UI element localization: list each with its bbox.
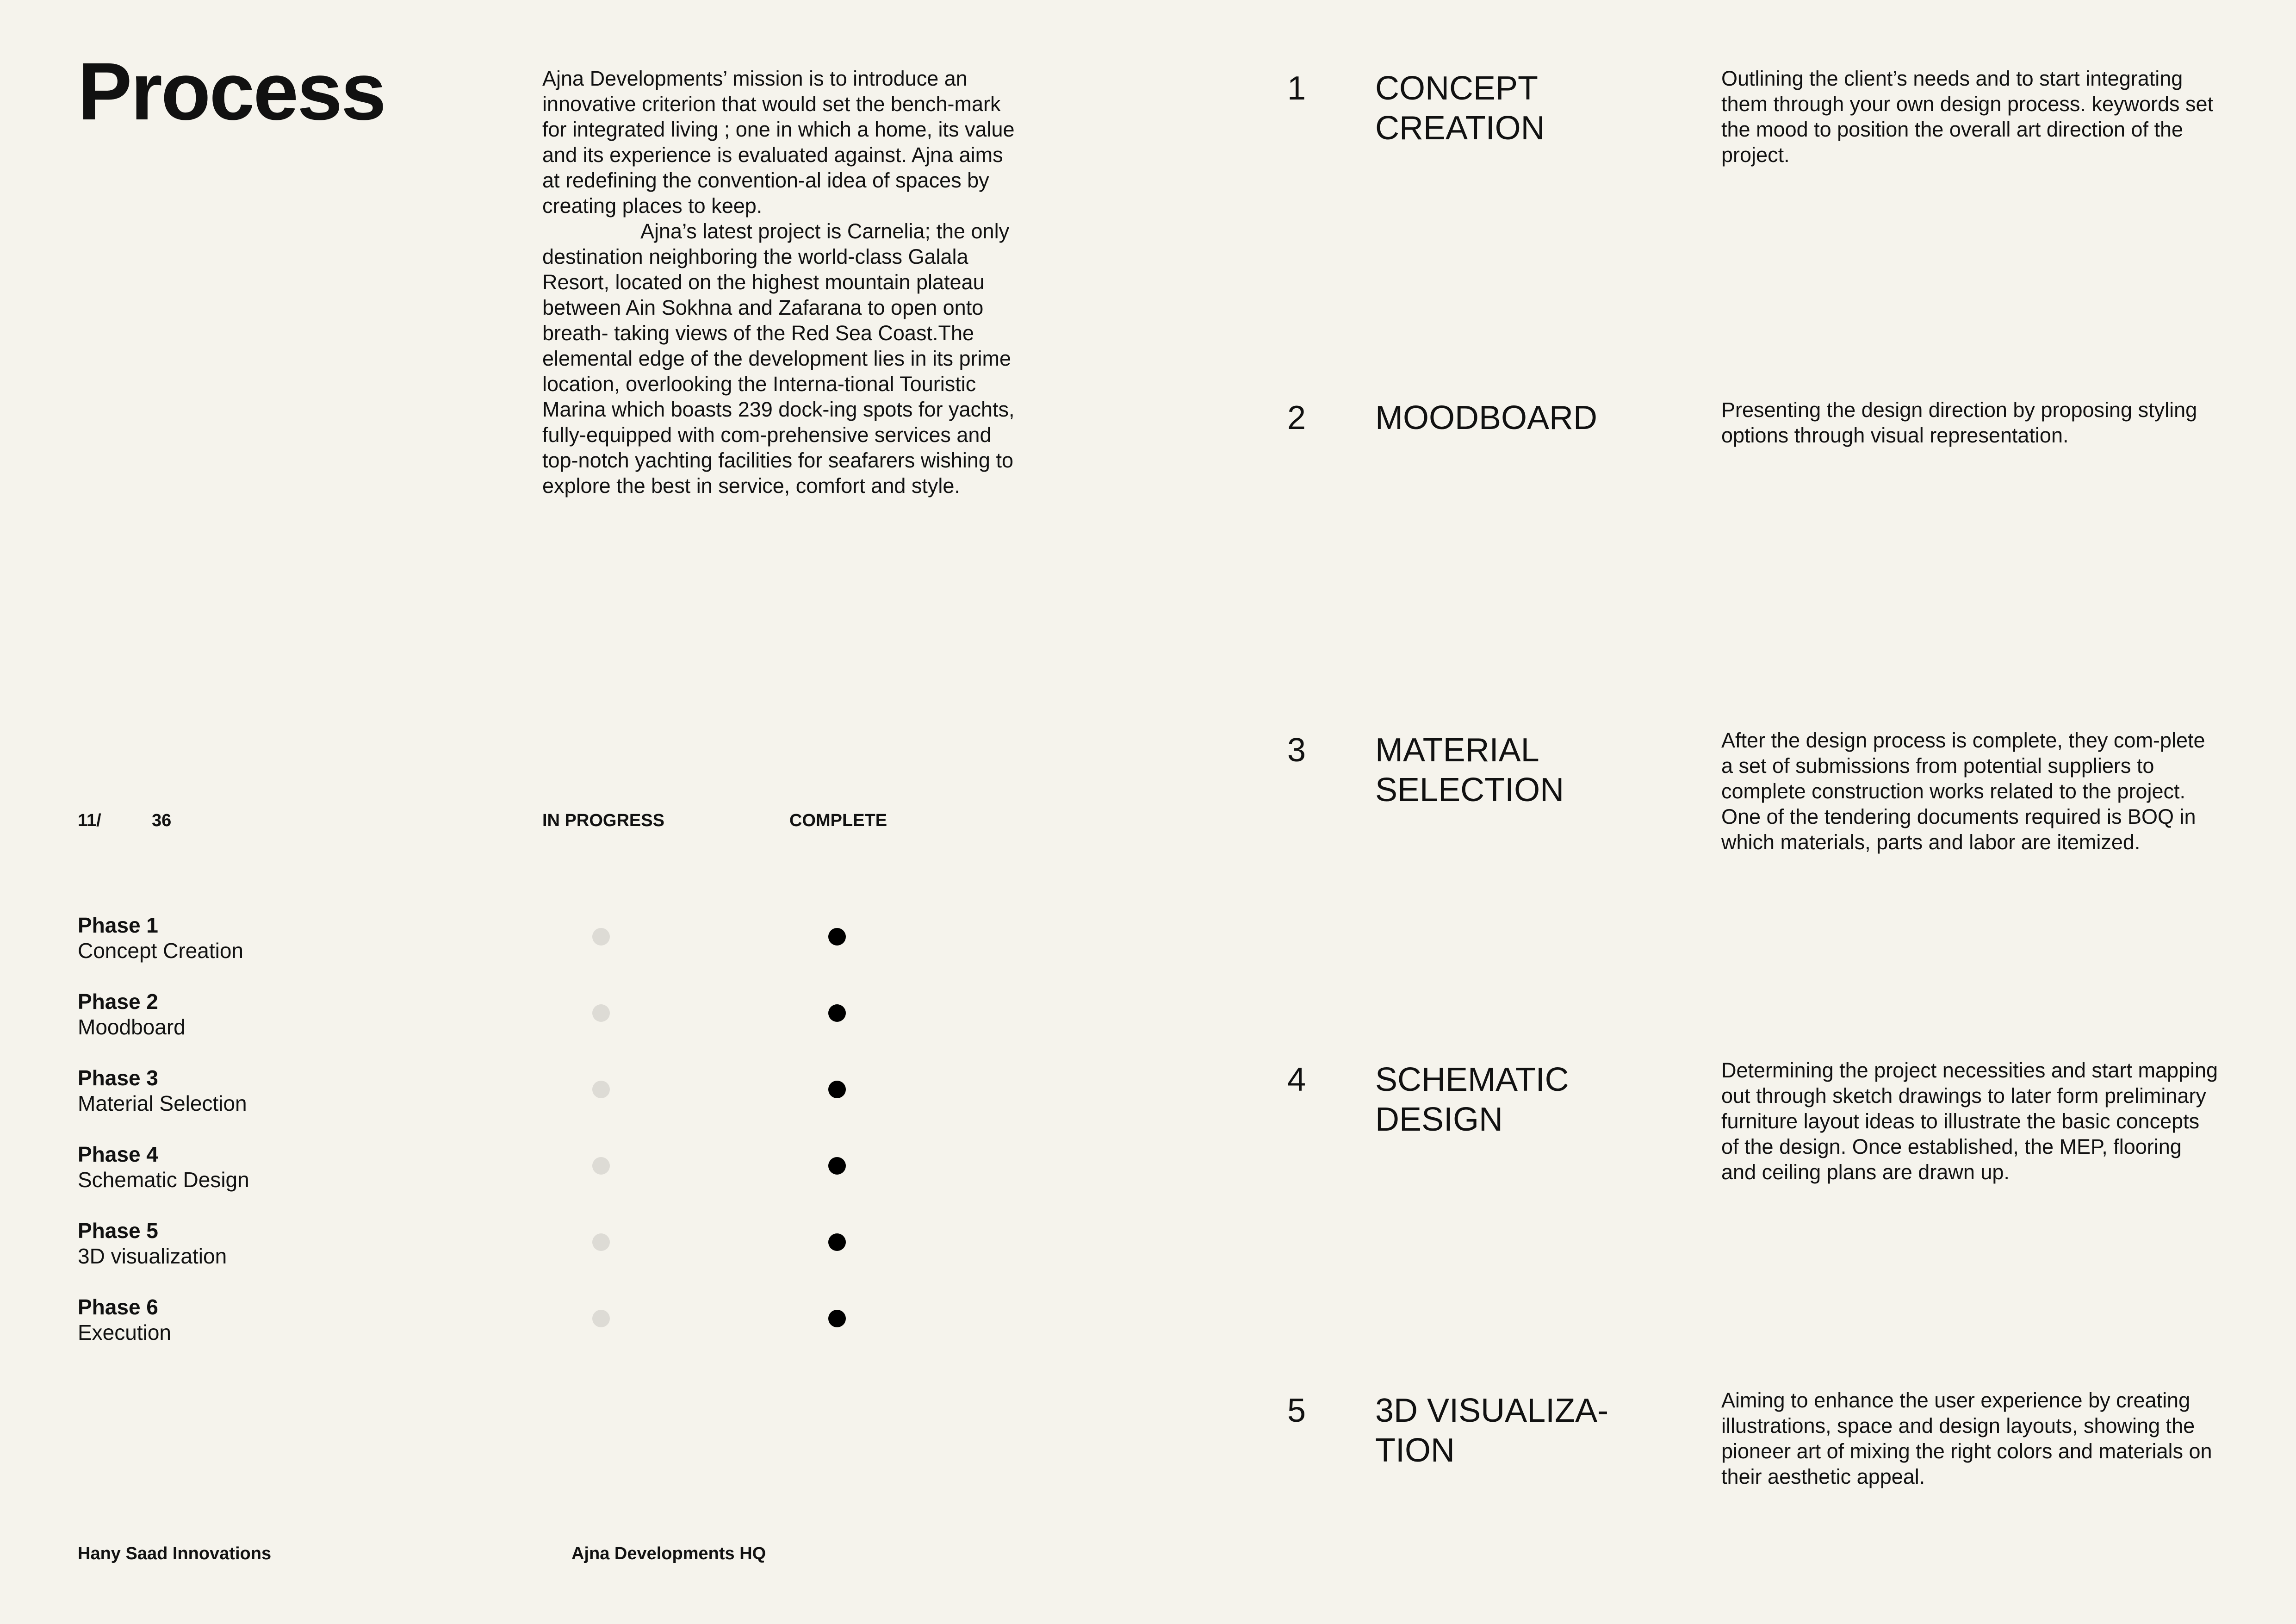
step-title-line: SCHEMATIC [1375, 1061, 1569, 1098]
step-title [1375, 1060, 1662, 1139]
phase-label: Phase 1 [78, 913, 158, 937]
phase-row [78, 913, 243, 964]
step-description: Aiming to enhance the user experience by creating illustrations, space and design layouts, showing the pioneer art of mixing the right colors and materials on their aesthetic appeal. [1721, 1388, 2212, 1488]
phase-row [78, 989, 186, 1040]
in-progress-indicator [592, 1004, 610, 1022]
phase-name: Concept Creation [78, 939, 243, 963]
intro-text [542, 66, 1019, 498]
step-title-line: 3D VISUALIZA- [1375, 1392, 1609, 1429]
in-progress-indicator [592, 1157, 610, 1175]
phase-label: Phase 4 [78, 1142, 158, 1166]
step-title-line: SELECTION [1375, 772, 1564, 809]
footer-company: Hany Saad Innovations [78, 1544, 272, 1563]
step-title [1375, 68, 1662, 148]
phase-row [78, 1142, 249, 1193]
phase-name: Moodboard [78, 1015, 186, 1039]
step-title-line: TION [1375, 1432, 1455, 1469]
step-title-line: MOODBOARD [1375, 399, 1598, 436]
phase-name: Schematic Design [78, 1168, 249, 1192]
step-number: 5 [1287, 1392, 1306, 1429]
complete-indicator [828, 1157, 846, 1175]
step-number: 4 [1287, 1061, 1306, 1098]
in-progress-indicator [592, 1310, 610, 1327]
in-progress-indicator [592, 1081, 610, 1098]
phase-row [78, 1218, 227, 1269]
step-description: Determining the project necessities and start mapping out through sketch drawings to later form preliminary furniture layout ideas to illustrate the basic concepts of the design. Once established, the MEP, flooring and ceiling plans are drawn up. [1721, 1058, 2218, 1184]
complete-indicator [828, 1310, 846, 1327]
step-number: 1 [1287, 70, 1306, 107]
footer-project: Ajna Developments HQ [571, 1544, 766, 1563]
complete-indicator [828, 1004, 846, 1022]
intro-paragraph-2: Ajna’s latest project is Carnelia; the only destination neighboring the world-class Galala Resort, located on the highest mountain plateau between Ain Sokhna and Zafarana to open onto breath- taking views of the Red Sea Coast.The elemental edge of the development lies in its prime location, overlooking the Interna-tional Touristic Marina which boasts 239 dock-ing spots for yachts, fully-equipped with com-prehensive services and top-notch yachting facilities for seafarers wishing to explore the best in service, comfort and style. [542, 219, 1015, 498]
phase-label: Phase 5 [78, 1219, 158, 1243]
in-progress-header: IN PROGRESS [542, 811, 664, 830]
complete-indicator [828, 928, 846, 946]
complete-indicator [828, 1081, 846, 1098]
step-title-line: CONCEPT [1375, 70, 1539, 107]
step-title-line: CREATION [1375, 110, 1545, 147]
step-description: Outlining the client’s needs and to start integrating them through your own design process. keywords set the mood to position the overall art direction of the project. [1721, 67, 2214, 167]
phase-label: Phase 3 [78, 1066, 158, 1090]
phase-name: 3D visualization [78, 1244, 227, 1268]
phase-label: Phase 6 [78, 1295, 158, 1319]
phase-row [78, 1294, 171, 1345]
intro-paragraph-1: Ajna Developments’ mission is to introduce an innovative criterion that would set the bench-mark for integrated living ; one in which a home, its value and its experience is evaluated against. Ajna aims at redefining the convention-al idea of spaces by creating places to keep. [542, 67, 1015, 218]
page-number-total: 36 [152, 811, 172, 830]
complete-header: COMPLETE [789, 811, 887, 830]
phase-name: Execution [78, 1320, 172, 1344]
complete-indicator [828, 1233, 846, 1251]
in-progress-indicator [592, 1233, 610, 1251]
step-title [1375, 1391, 1662, 1470]
step-description: After the design process is complete, they com-plete a set of submissions from potential suppliers to complete construction works related to the project. One of the tendering documents required is BOQ in which materials, parts and labor are itemized. [1721, 728, 2205, 854]
step-number: 3 [1287, 732, 1306, 769]
page-title: Process [78, 46, 385, 137]
in-progress-indicator [592, 928, 610, 946]
phase-label: Phase 2 [78, 989, 158, 1014]
step-title-line: DESIGN [1375, 1101, 1503, 1138]
phase-name: Material Selection [78, 1091, 247, 1115]
step-description: Presenting the design direction by proposing styling options through visual representation. [1721, 398, 2197, 447]
phase-row [78, 1065, 247, 1116]
step-title [1375, 730, 1662, 810]
step-number: 2 [1287, 399, 1306, 436]
step-title [1375, 398, 1662, 438]
step-title-line: MATERIAL [1375, 732, 1539, 769]
page-number-current: 11/ [78, 811, 101, 830]
